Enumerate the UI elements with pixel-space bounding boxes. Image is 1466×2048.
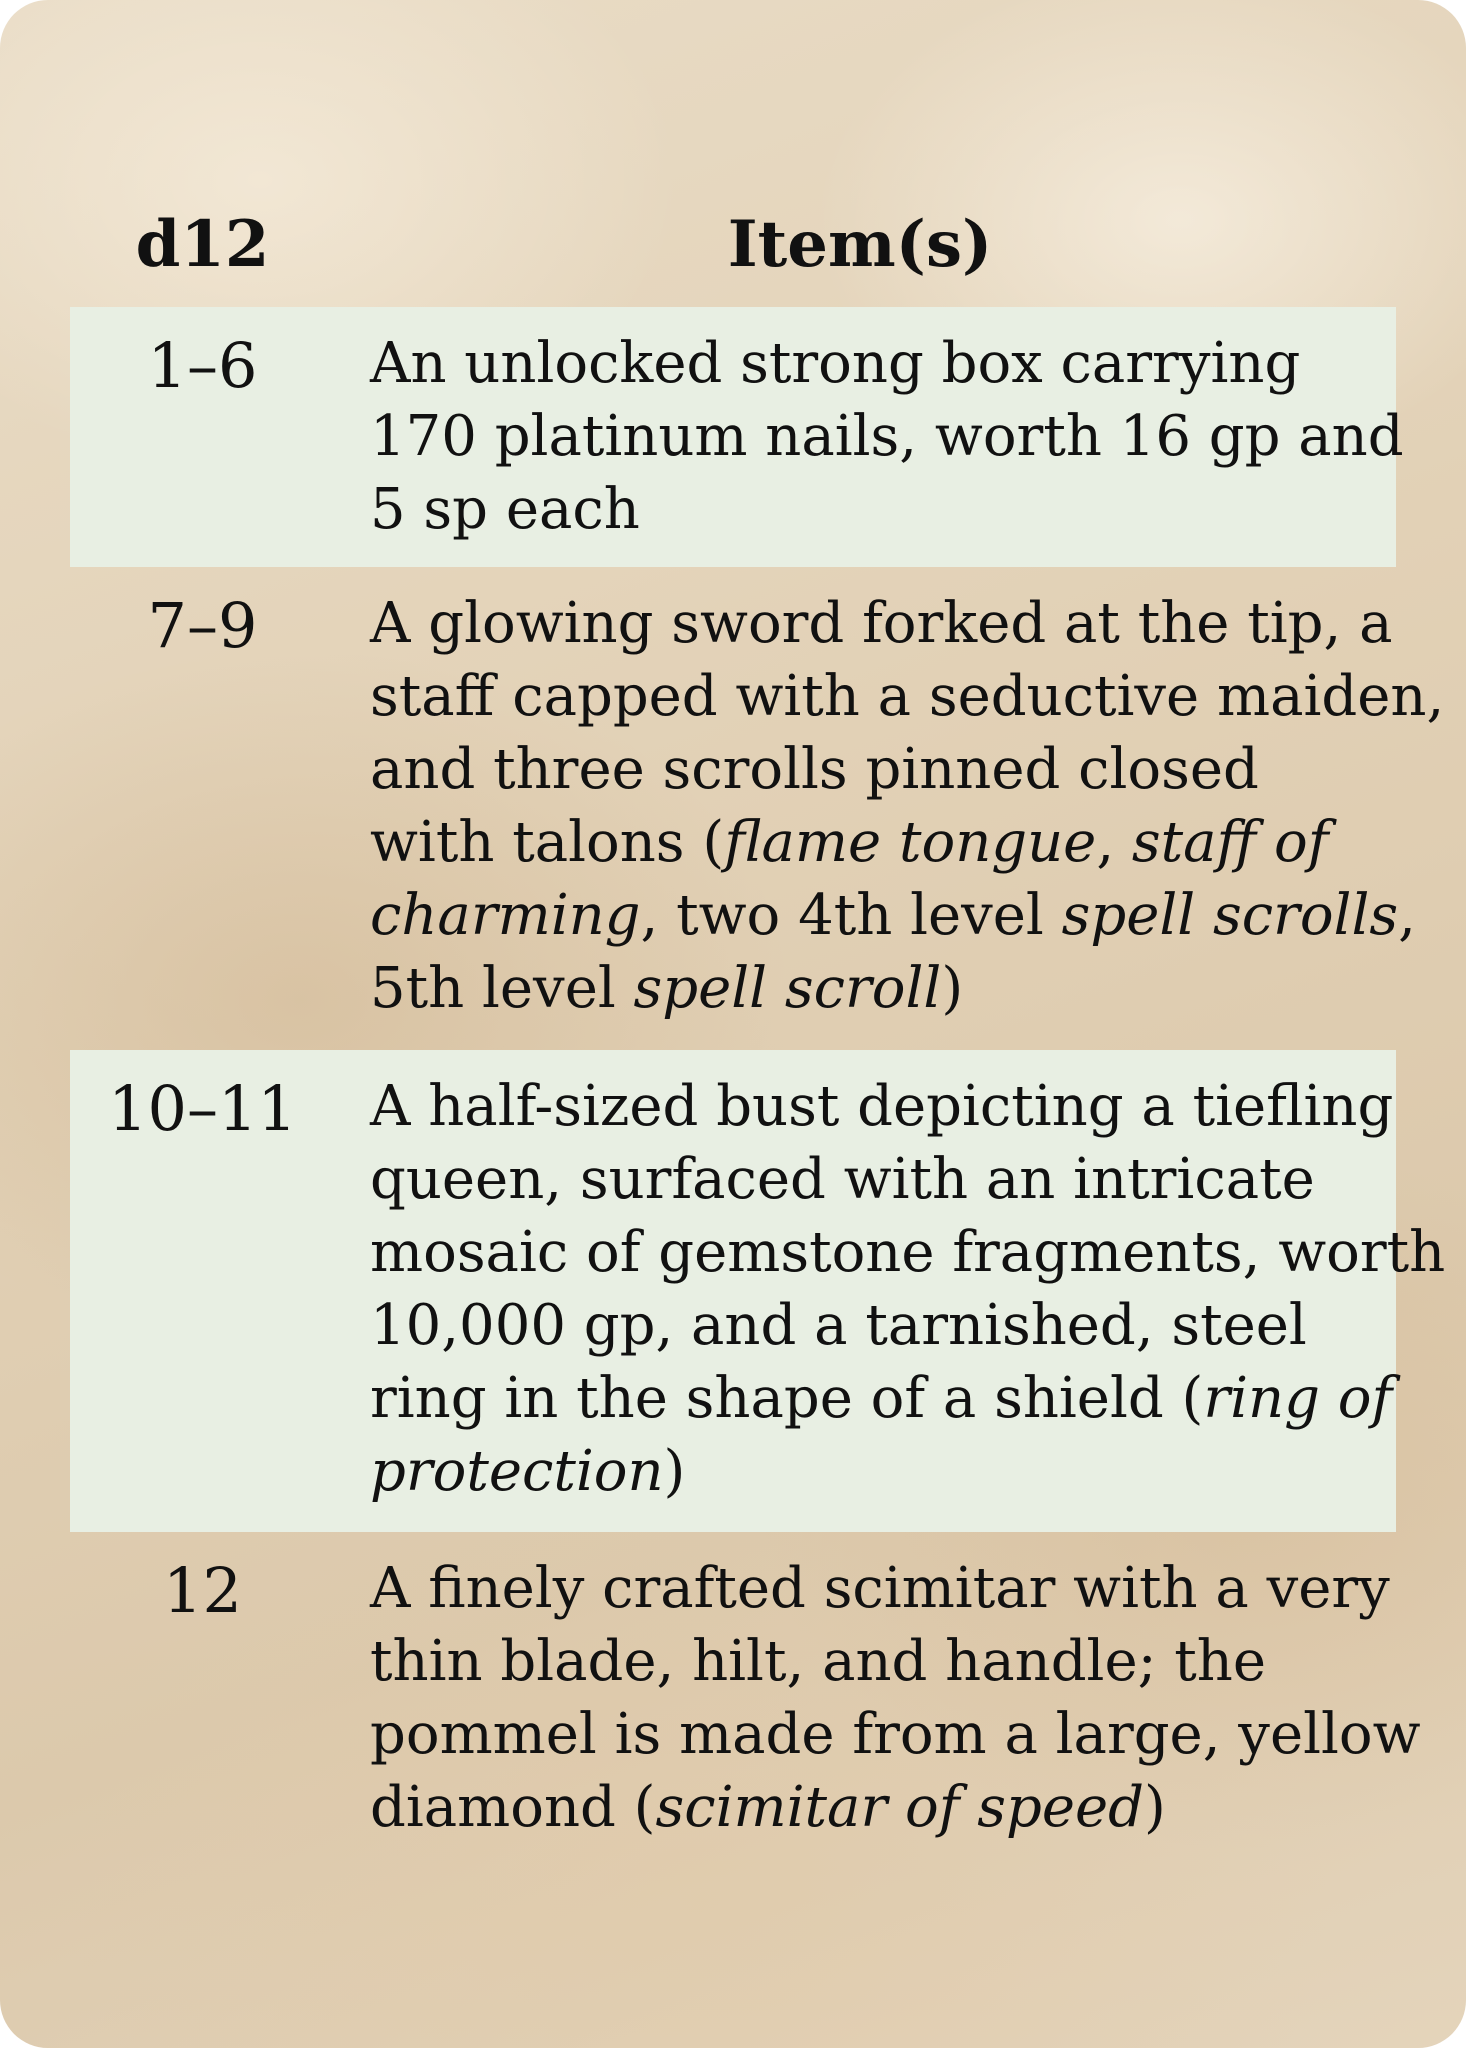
description-line bbox=[370, 879, 1416, 952]
table-row bbox=[70, 1050, 1446, 1532]
roll-range: 7–9 bbox=[147, 589, 258, 662]
magic-item-name: charming bbox=[370, 883, 641, 948]
description-line: mosaic of gemstone fragments, worth bbox=[370, 1220, 1446, 1285]
magic-item-name: spell scrolls bbox=[1061, 883, 1399, 948]
roll-column-header: d12 bbox=[135, 207, 270, 282]
description-line bbox=[370, 1362, 1393, 1435]
description-line: 5 sp each bbox=[370, 477, 640, 542]
text-segment: diamond ( bbox=[370, 1775, 656, 1840]
description-line: A half-sized bust depicting a tiefling bbox=[370, 1074, 1394, 1139]
magic-item-name: flame tongue bbox=[724, 810, 1097, 875]
table-row bbox=[70, 307, 1404, 567]
description-line: staff capped with a seductive maiden, bbox=[370, 664, 1445, 729]
magic-item-name: scimitar of speed bbox=[655, 1775, 1144, 1840]
description-line bbox=[370, 806, 1390, 879]
text-segment: ) bbox=[1143, 1775, 1166, 1840]
text-segment: ) bbox=[663, 1439, 686, 1504]
description-line: 170 platinum nails, worth 16 gp and bbox=[370, 404, 1404, 469]
description-line: A glowing sword forked at the tip, a bbox=[370, 591, 1393, 656]
description-line bbox=[370, 1771, 1390, 1844]
description-line: 10,000 gp, and a tarnished, steel bbox=[370, 1293, 1307, 1358]
table-header bbox=[0, 205, 1466, 285]
item-column-header: Item(s) bbox=[727, 207, 993, 282]
table-row bbox=[70, 1532, 1421, 1872]
text-segment: , bbox=[1398, 883, 1416, 948]
text-segment: , bbox=[1096, 810, 1132, 875]
description-line: A finely crafted scimitar with a very bbox=[370, 1556, 1390, 1621]
description-line: An unlocked strong box carrying bbox=[370, 331, 1301, 396]
loot-table bbox=[70, 307, 1446, 1872]
description-line: queen, surfaced with an intricate bbox=[370, 1147, 1315, 1212]
table-row bbox=[70, 567, 1445, 1050]
magic-item-name: protection bbox=[370, 1439, 664, 1504]
text-segment: , two 4th level bbox=[640, 883, 1062, 948]
text-segment: ring in the shape of a shield ( bbox=[370, 1366, 1204, 1431]
roll-range: 10–11 bbox=[108, 1072, 297, 1145]
description-line: and three scrolls pinned closed bbox=[370, 737, 1259, 802]
item-description bbox=[370, 587, 1445, 1025]
description-line: pommel is made from a large, yellow bbox=[370, 1702, 1421, 1767]
roll-range: 12 bbox=[163, 1554, 242, 1627]
item-description bbox=[370, 1552, 1421, 1844]
magic-item-name: staff of bbox=[1131, 810, 1329, 875]
text-segment: ) bbox=[941, 956, 964, 1021]
description-line bbox=[370, 1435, 1390, 1508]
magic-item-name: ring of bbox=[1203, 1366, 1393, 1431]
text-segment: 5th level bbox=[370, 956, 634, 1021]
roll-range: 1–6 bbox=[147, 329, 258, 402]
description-line bbox=[370, 952, 1390, 1025]
text-segment: with talons ( bbox=[370, 810, 725, 875]
item-description bbox=[370, 1070, 1446, 1508]
item-description bbox=[370, 327, 1404, 546]
description-line: thin blade, hilt, and handle; the bbox=[370, 1629, 1266, 1694]
magic-item-name: spell scroll bbox=[633, 956, 942, 1021]
